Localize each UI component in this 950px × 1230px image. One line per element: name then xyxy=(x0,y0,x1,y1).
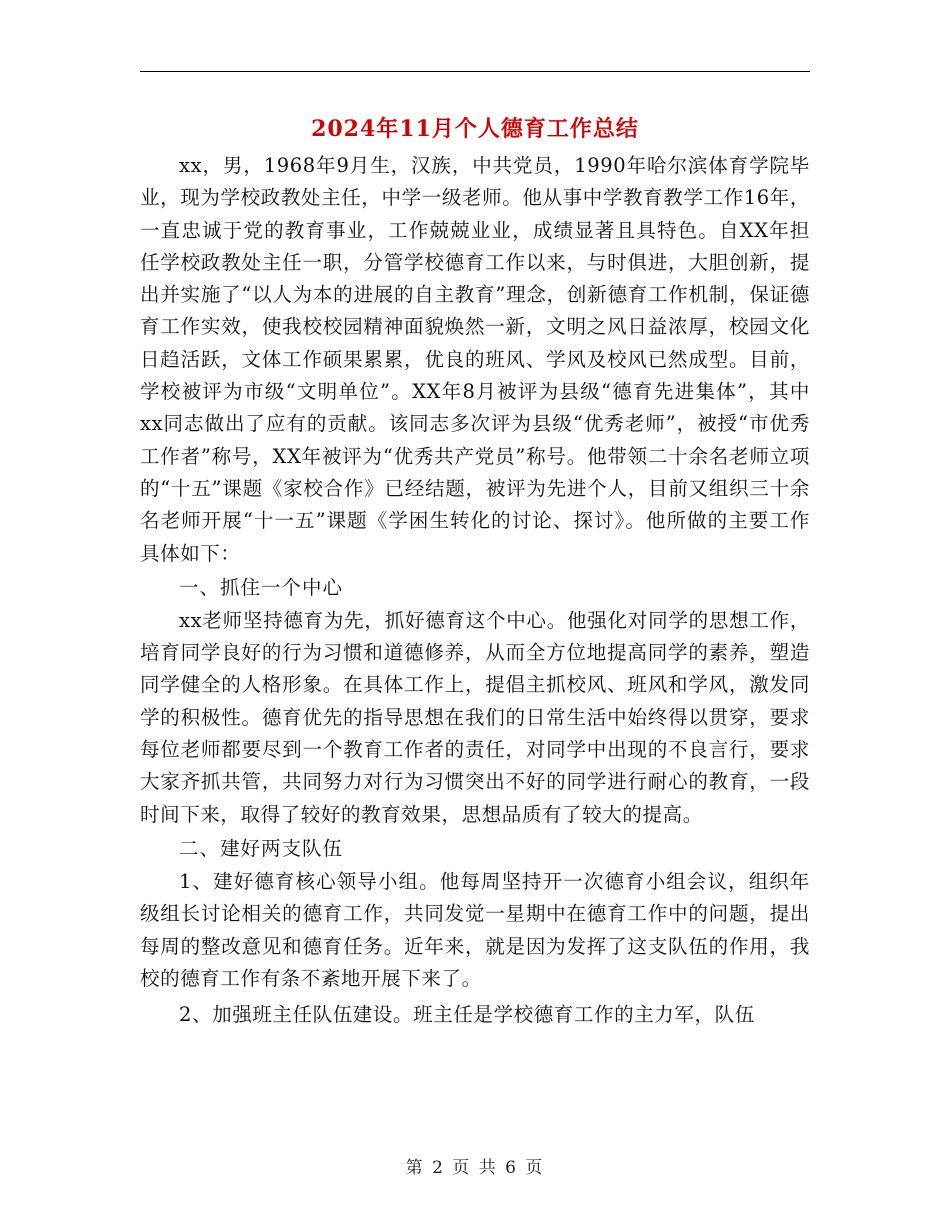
document-title: 2024年11月个人德育工作总结 xyxy=(311,116,639,142)
section-2-item-2: 2、加强班主任队伍建设。班主任是学校德育工作的主力军，队伍 xyxy=(179,1003,755,1027)
section-1-paragraph: xx老师坚持德育为先，抓好德育这个中心。他强化对同学的思想工作，培育同学良好的行为习惯和道德修养，从而全方位地提高同学的素养，塑造同学健全的人格形象。在具体工作上，提倡主抓校风、班风和学风，激发同学的积极性。德育优先的指导思想在我们的日常生活中始终得以贯穿，要求每位老师都要尽到一个教育工作者的责任，对同学中出现的不良言行，要求大家齐抓共管，共同努力对行为习惯突出不好的同学进行耐心的教育，一段时间下来，取得了较好的教育效果，思想品质有了较大的提高。 xyxy=(140,608,810,826)
header-rule xyxy=(140,71,810,72)
intro-paragraph: xx，男，1968年9月生，汉族，中共党员，1990年哈尔滨体育学院毕业，现为学校政教处主任，中学一级老师。他从事中学教育教学工作16年，一直忠诚于党的教育事业，工作兢兢业业，成绩显著且具特色。自XX年担任学校政教处主任一职，分管学校德育工作以来，与时俱进，大胆创新，提出并实施了“以人为本的进展的自主教育”理念，创新德育工作机制，保证德育工作实效，使我校校园精神面貌焕然一新，文明之风日益浓厚，校园文化日趋活跃，文体工作硕果累累，优良的班风、学风及校风已然成型。目前，学校被评为市级“文明单位”。XX年8月被评为县级“德育先进集体”，其中xx同志做出了应有的贡献。该同志多次评为县级“优秀老师”，被授“市优秀工作者”称号，XX年被评为“优秀共产党员”称号。他带领二十余名老师立项的“十五”课题《家校合作》已经结题，被评为先进个人，目前又组织三十余名老师开展“十一五”课题《学困生转化的讨论、探讨》。他所做的主要工作具体如下： xyxy=(140,154,810,565)
document-body xyxy=(140,150,810,1031)
section-2-item-1: 1、建好德育核心领导小组。他每周坚持开一次德育小组会议，组织年级组长讨论相关的德育工作，共同发觉一星期中在德育工作中的问题，提出每周的整改意见和德育任务。近年来，就是因为发挥了这支队伍的作用，我校的德育工作有条不紊地开展下来了。 xyxy=(140,869,810,990)
section-heading-2: 二、建好两支队伍 xyxy=(179,836,344,860)
section-heading-1: 一、抓住一个中心 xyxy=(179,575,344,599)
page-number: 第 2 页 共 6 页 xyxy=(405,1158,545,1178)
